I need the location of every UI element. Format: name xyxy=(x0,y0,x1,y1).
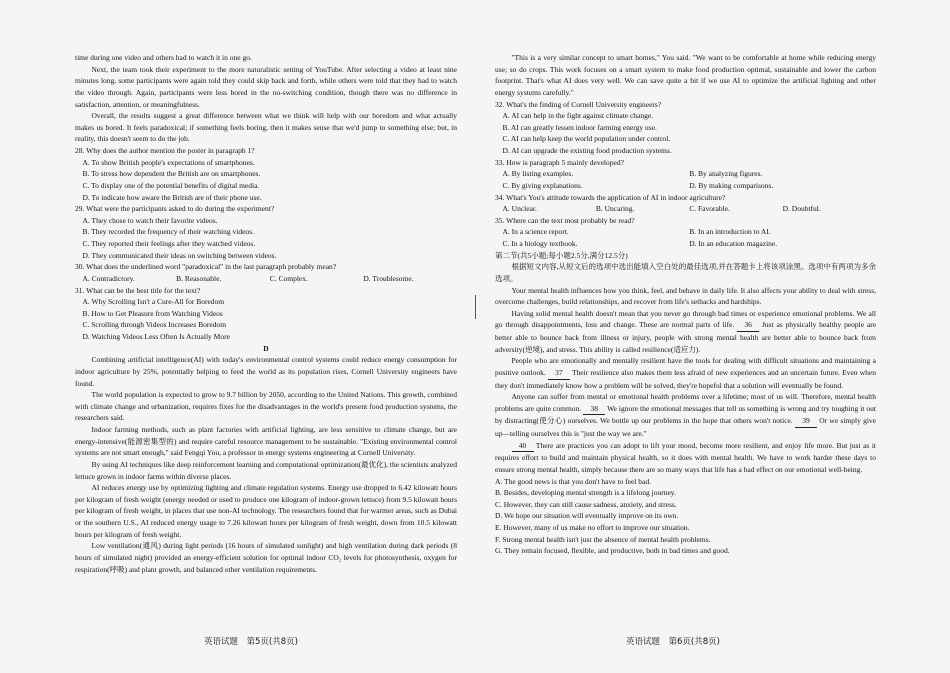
option: C. They reported their feelings after they watched videos. xyxy=(82,239,256,248)
sentence: There are practices you can adopt to lift your mood, become more resilient, and enjoy life more. But just as it requires effort to build and maintain physical health, so it does with mental health. We have to work harder these days to ensure strong mental health, simply because there are so many ways that life has a bad effect on our emotional well-being. xyxy=(495,440,876,474)
question-stem: 34. What's You's attitude towards the application of AI in indoor agriculture? xyxy=(495,192,726,202)
sentence: Their resilience also makes them less afraid of new experiences and an uncertain future. Even when they don't immediately know how a problem will be solved, they're hopeful that a solution will eventually be found. xyxy=(495,367,876,390)
question-stem: 33. How is paragraph 5 mainly developed? xyxy=(495,157,624,167)
sentence: People who are emotionally and mentally resilient have the tools for dealing with difficult situations and maintaining a positive outlook. xyxy=(495,356,876,377)
option: A. By listing examples. xyxy=(502,169,574,179)
option: F. Strong mental health isn't just the absence of mental health problems. xyxy=(495,534,711,544)
paragraph xyxy=(495,308,876,356)
option: A. Contradictory. xyxy=(82,273,135,283)
option: D. In an education magazine. xyxy=(689,239,778,248)
option: D. AI can upgrade the existing food production systems. xyxy=(502,146,672,155)
blank-36: 36 xyxy=(737,319,759,332)
sentence: Just as physically healthy people are better able to bounce back from illness or injury, people with strong mental health are better able to bounce back from adversity(逆境), and stress. This ability is called resilience(适应力). xyxy=(495,320,877,354)
question-stem: 29. What were the participants asked to do during the experiment? xyxy=(75,204,275,214)
question-stem: 30. What does the underlined word "paradoxical" in the last paragraph probably mean? xyxy=(75,262,337,272)
option: D. Troublesome. xyxy=(363,273,414,283)
option: A. Unclear. xyxy=(502,204,537,214)
option: B. By analyzing figures. xyxy=(689,169,763,179)
option: B. How to Get Pleasure from Watching Videos xyxy=(82,308,223,318)
part2-instructions: 根据短文内容,从短文后的选项中选出能填入空白处的最佳选项,并在答题卡上将该项涂黑。选项中有两项为多余选项。 xyxy=(495,262,876,283)
question-34 xyxy=(495,192,876,215)
option: D. To indicate how aware the British are of their phone use. xyxy=(82,192,262,202)
question-31 xyxy=(75,285,457,343)
paragraph: Low ventilation(通风) during light periods (16 hours of simulated sunlight) and high ventilation during dark periods (8 hours of simulated night) provided an energy-efficient solution for optimal indoor CO₂ levels for photosynthesis, oxygen for respiration(呼吸) and plant growth, and balanced other ventilation requirements. xyxy=(75,541,457,574)
option: B. In an introduction to AI. xyxy=(689,227,771,237)
option: D. By making comparisons. xyxy=(689,180,774,190)
paragraph: Your mental health influences how you think, feel, and behave in daily life. It also affects your ability to deal with stress, overcome challenges, build relationships, and recover from life's setbacks and hardships. xyxy=(495,285,876,307)
paragraph: The world population is expected to grow to 9.7 billion by 2050, according to the United Nations. This growth, combined with climate change and urbanization, requires fixes for the disadvantages in the world's present food production systems, the researchers said. xyxy=(75,390,457,423)
paragraph xyxy=(495,440,876,476)
option: D. Doubtful. xyxy=(782,204,821,214)
right-page xyxy=(495,52,876,557)
option: G. They remain focused, flexible, and productive, both in bad times and good. xyxy=(495,546,730,556)
paragraph: AI reduces energy use by optimizing lighting and climate regulation systems. Energy use dropped to 6.42 kilowatt hours per kilogram of fresh weight (energy needed or used to produce one kilogram of indoor-grown lettuce) from 9.5 kilowatt hours per kilogram of fresh weight, in places that use non-AI technology. The researchers found that for warmer areas, such as Dubai or the southern U.S., AI reduced energy usage to 7.26 kilowatt hours per kilogram of fresh weight, down from 10.5 kilowatt hours per kilogram of fresh weight. xyxy=(75,483,457,539)
option-list xyxy=(495,476,876,557)
option: A. The good news is that you don't have to feel bad. xyxy=(495,476,651,486)
option: C. To display one of the potential benefits of digital media. xyxy=(82,180,260,190)
sentence: We ignore the emotional messages that tell us something is wrong and try toughing it out by distracting(使分心) ourselves. We bottle up our problems in the hope that others won't notice. xyxy=(495,403,876,426)
option: B. Uncaring. xyxy=(595,204,635,214)
option: A. Why Scrolling Isn't a Cure-All for Boredom xyxy=(82,297,225,307)
option: A. In a science report. xyxy=(502,227,569,237)
option: E. However, many of us make no effort to improve our situation. xyxy=(495,523,690,532)
question-32 xyxy=(495,99,876,157)
option: B. Reasonable. xyxy=(176,273,222,283)
option: C. Favorable. xyxy=(689,204,730,214)
gutter-mark xyxy=(475,295,476,319)
question-33 xyxy=(495,157,876,192)
section-heading: D xyxy=(263,343,269,353)
paragraph xyxy=(495,391,876,440)
left-page xyxy=(75,52,457,575)
paragraph: Next, the team took their experiment to the more naturalistic setting of YouTube. After selecting a video at least nine minutes long, some participants were again told they could skip back and forth, while others were told that they had to watch the video through. Again, participants were less bored in the no-switching condition, though there was no difference in satisfaction, attention, or meaningfulness. xyxy=(75,64,457,109)
paragraph: Overall, the results suggest a great difference between what we think will help with our boredom and what actually makes us bored. It feels paradoxical; if something feels boring, then it makes sense that we'd jump to something else; but, in reality, this doesn't seem to do the job. xyxy=(75,111,457,144)
paragraph: Combining artificial intelligence(AI) with today's environmental control systems could reduce energy consumption for indoor agriculture by 25%, potentially helping to feed the world as its population rises, Cornell University engineers have found. xyxy=(75,355,457,388)
question-stem: 31. What can be the best title for the text? xyxy=(75,285,201,295)
blank-40: 40 xyxy=(512,440,534,453)
paragraph: "This is a very similar concept to smart homes," You said. "We want to be comfortable at home while reducing energy use; so do crops. This work focuses on a smart system to make food production optimal, sustainable and lower the carbon footprint. That's what AI does very well. We can save quite a bit if we use AI to optimize the artificial lighting and other energy systems carefully." xyxy=(495,53,876,97)
sentence: Or we simply give up—telling ourselves this is "just the way we are." xyxy=(495,416,877,438)
question-stem: 35. Where can the text most probably be read? xyxy=(495,215,635,225)
option: C. By giving explanations. xyxy=(502,180,583,190)
paragraph: time during one video and others had to watch it in one go. xyxy=(75,53,252,62)
question-28 xyxy=(75,145,457,203)
question-29 xyxy=(75,203,457,261)
part2-title: 第二节(共5小题;每小题2.5分,满分12.5分) xyxy=(495,250,628,260)
page-footer-left: 英语试题 第5页(共8页) xyxy=(204,637,298,647)
option: D. They communicated their ideas on switching between videos. xyxy=(82,250,277,260)
option: A. To show British people's expectations of smartphones. xyxy=(82,157,255,167)
option: B. They recorded the frequency of their watching videos. xyxy=(82,227,254,237)
paragraph: Indoor farming methods, such as plant factories with artificial lighting, are less sensitive to climate change, but are energy-intensive(能源密集型的) and require careful resource management to be sustainable. "Existing environmental control systems are not smart enough," said Fengqi You, a professor in energy systems engineering at Cornell University. xyxy=(75,425,457,458)
blank-38: 38 xyxy=(583,403,605,416)
option: C. AI can help keep the world population under control. xyxy=(502,134,671,144)
blank-37: 37 xyxy=(548,367,570,380)
page-footer-right: 英语试题 第6页(共8页) xyxy=(626,637,720,647)
option: D. Watching Videos Less Often Is Actually More xyxy=(82,332,230,341)
question-30 xyxy=(75,261,457,284)
option: B. To stress how dependent the British are on smartphones. xyxy=(82,169,261,179)
option: C. However, they can still cause sadness, anxiety, and stress. xyxy=(495,499,677,509)
option: C. In a biology textbook. xyxy=(502,239,578,248)
question-35 xyxy=(495,215,876,250)
sentence: Having solid mental health doesn't mean that you never go through bad times or experience emotional problems. We all go through disappointments, loss and change. These are normal parts of life. xyxy=(495,308,876,330)
question-stem: 32. What's the finding of Cornell University engineers? xyxy=(495,99,662,109)
option: A. AI can help in the fight against climate change. xyxy=(502,111,654,121)
blank-39: 39 xyxy=(795,415,817,428)
option: A. They chose to watch their favorite videos. xyxy=(82,215,218,225)
question-stem: 28. Why does the author mention the poster in paragraph 1? xyxy=(75,146,255,155)
option: B. Besides, developing mental strength is a lifelong journey. xyxy=(495,488,676,498)
sentence: Anyone can suffer from mental or emotional health problems over a lifetime; most of us will. Therefore, mental health problems are quite common. xyxy=(495,392,876,413)
paragraph: By using AI techniques like deep reinforcement learning and computational optimization(最优化), the scientists analyzed lettuce grown in indoor farms within diverse places. xyxy=(75,459,457,481)
option: C. Complex. xyxy=(269,273,308,283)
paragraph xyxy=(495,355,876,391)
option: B. AI can greatly lessen indoor farming energy use. xyxy=(502,122,657,132)
option: D. We hope our situation will eventually improve on its own. xyxy=(495,511,679,521)
option: C. Scrolling through Videos Increases Boredom xyxy=(82,320,227,330)
